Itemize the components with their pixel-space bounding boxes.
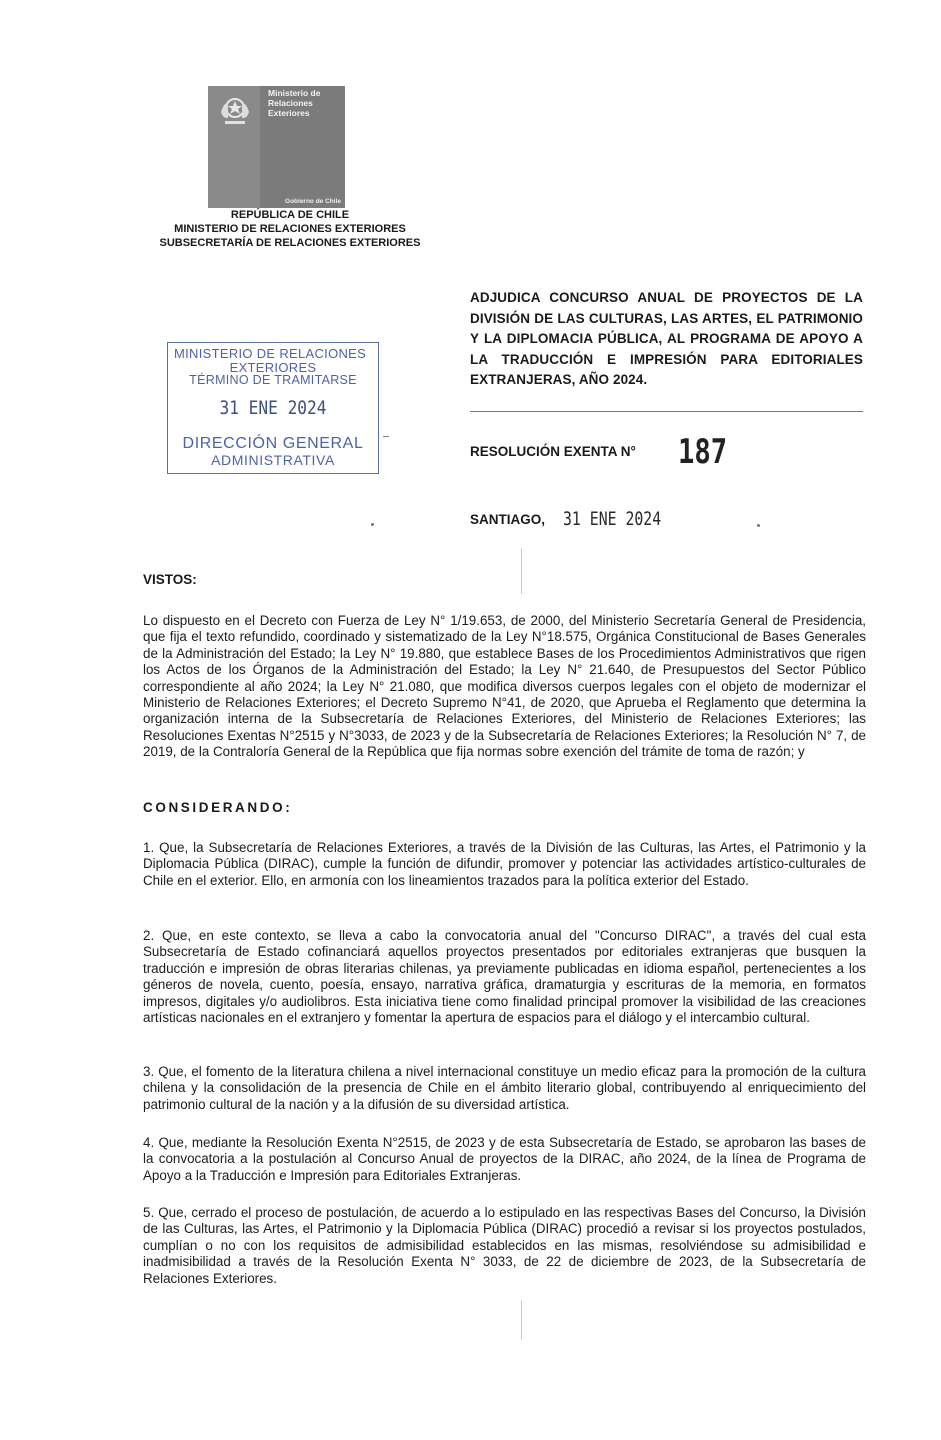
considerando-paragraph-3: 3. Que, el fomento de la literatura chilena a nivel internacional constituye un medio eficaz para la promoción de la cultura chilena y la consolidación de la presencia de Chile en el ámbito literario global, contribuyendo al enriquecimiento del patrimonio cultural de la nación y a la difusión de su diversidad artística.: [143, 1064, 866, 1112]
vistos-heading: VISTOS:: [143, 572, 197, 587]
logo-line-1: Ministerio de: [268, 88, 321, 98]
considerando-paragraph-4: 4. Que, mediante la Resolución Exenta N°2515, de 2023 y de esta Subsecretaría de Estado, se aprobaron las bases de la convocatoria a la postulación al Concurso Anual de proyectos de la DIRAC, año 2024, de la línea de Programa de Apoyo a la Traducción e Impresión para Editoriales Extranjeras.: [143, 1135, 866, 1183]
stamp-line-1: MINISTERIO DE RELACIONES: [174, 346, 367, 361]
processing-stamp: [167, 342, 379, 474]
logo-text: [268, 88, 344, 118]
place-label: SANTIAGO,: [470, 512, 546, 527]
issuer-header: [140, 208, 440, 250]
scan-line: [521, 1300, 522, 1340]
considerando-heading: CONSIDERANDO:: [143, 800, 293, 815]
stamp-date: 31 ENE 2024: [219, 397, 327, 419]
coat-of-arms-icon: [216, 92, 254, 128]
stamp-line-3: TÉRMINO DE TRAMITARSE: [189, 373, 357, 387]
document-title: ADJUDICA CONCURSO ANUAL DE PROYECTOS DE LA DIVISIÓN DE LAS CULTURAS, LAS ARTES, EL PATRIMONIO Y LA DIPLOMACIA PÚBLICA, AL PROGRAMA DE APOYO A LA TRADUCCIÓN E IMPRESIÓN PARA EDITORIALES EXTRANJERAS, AÑO 2024.: [470, 290, 863, 387]
scan-speck: [757, 524, 760, 527]
resolution-number: 187: [678, 432, 728, 472]
logo-line-3: Exteriores: [268, 108, 310, 118]
scan-mark: [383, 436, 389, 437]
scan-speck: [371, 523, 374, 526]
considerando-paragraph-1: 1. Que, la Subsecretaría de Relaciones Exteriores, a través de la División de las Culturas, las Artes, el Patrimonio y la Diplomacia Pública (DIRAC), cumple la función de difundir, promover y potenciar las actividades artístico-culturales de Chile en el exterior. Ello, en armonía con los lineamientos trazados para la política exterior del Estado.: [143, 840, 866, 888]
stamp-line-4: DIRECCIÓN GENERAL: [182, 435, 364, 452]
resolution-label: RESOLUCIÓN EXENTA N°: [470, 444, 636, 459]
stamp-line-2: EXTERIORES: [229, 360, 317, 375]
header-ministry: MINISTERIO DE RELACIONES EXTERIORES: [174, 223, 406, 235]
considerando-paragraph-5: 5. Que, cerrado el proceso de postulación, de acuerdo a lo estipulado en las respectivas Bases del Concurso, la División de las Culturas, las Artes, el Patrimonio y la Diplomacia Pública (DIRAC) procedió a revisar si los proyectos postulados, cumplían o no con los requisitos de admisibilidad establecidos en las mismas, resolviéndose su admisibilidad e inadmisibilidad a través de la Resolución Exenta N° 3033, de 22 de diciembre de 2023, de la Subsecretaría de Relaciones Exteriores.: [143, 1205, 866, 1286]
header-republic: REPÚBLICA DE CHILE: [230, 209, 350, 221]
stamp-line-5: ADMINISTRATIVA: [211, 452, 335, 468]
logo-footer: Gobierno de Chile: [285, 198, 341, 205]
considerando-paragraph-2: 2. Que, en este contexto, se lleva a cabo la convocatoria anual del "Concurso DIRAC", a través del cual esta Subsecretaría de Estado cofinanciará aquellos proyectos presentados por editoriales extranjeras que busquen la traducción e impresión de obras literarias chilenas, ya previamente publicadas en idioma español, pertenecientes a los géneros de novela, cuento, poesía, ensayo, narrativa gráfica, dramaturgia y escrituras de la memoria, en formatos impresos, digitales y/o audiolibros. Esta iniciativa tiene como finalidad principal promover la visibilidad de las creaciones artísticas nacionales en el extranjero y fomentar la apertura de espacios para el diálogo y el intercambio cultural.: [143, 928, 866, 1026]
header-subsecretaria: SUBSECRETARÍA DE RELACIONES EXTERIORES: [159, 237, 421, 249]
vistos-paragraph: Lo dispuesto en el Decreto con Fuerza de Ley N° 1/19.653, de 2000, del Ministerio Secretaría General de Presidencia, que fija el texto refundido, coordinado y sistematizado de la Ley N°18.575, Orgánica Constitucional de Bases Generales de la Administración del Estado; la Ley N° 19.880, que establece Bases de los Procedimientos Administrativos que rigen los Actos de los Órganos de la Administración del Estado; la Ley N° 21.640, de Presupuestos del Sector Público correspondiente al año 2024; la Ley N° 21.080, que modifica diversos cuerpos legales con el objeto de modernizar el Ministerio de Relaciones Exteriores; el Decreto Supremo N°41, de 2020, que Aprueba el Reglamento que determina la organización interna de la Subsecretaría de Relaciones Exteriores, del Ministerio de Relaciones Exteriores; las Resoluciones Exentas N°2515 y N°3033, de 2023 y de la Subsecretaría de Relaciones Exteriores; la Resolución N° 7, de 2019, de la Contraloría General de la República que fija normas sobre exención del trámite de toma de razón; y: [143, 613, 866, 760]
logo-line-2: Relaciones: [268, 98, 313, 108]
scan-line: [521, 548, 522, 594]
place-date: 31 ENE 2024: [563, 508, 662, 530]
ministry-logo: [208, 86, 345, 208]
title-divider: [470, 411, 863, 412]
